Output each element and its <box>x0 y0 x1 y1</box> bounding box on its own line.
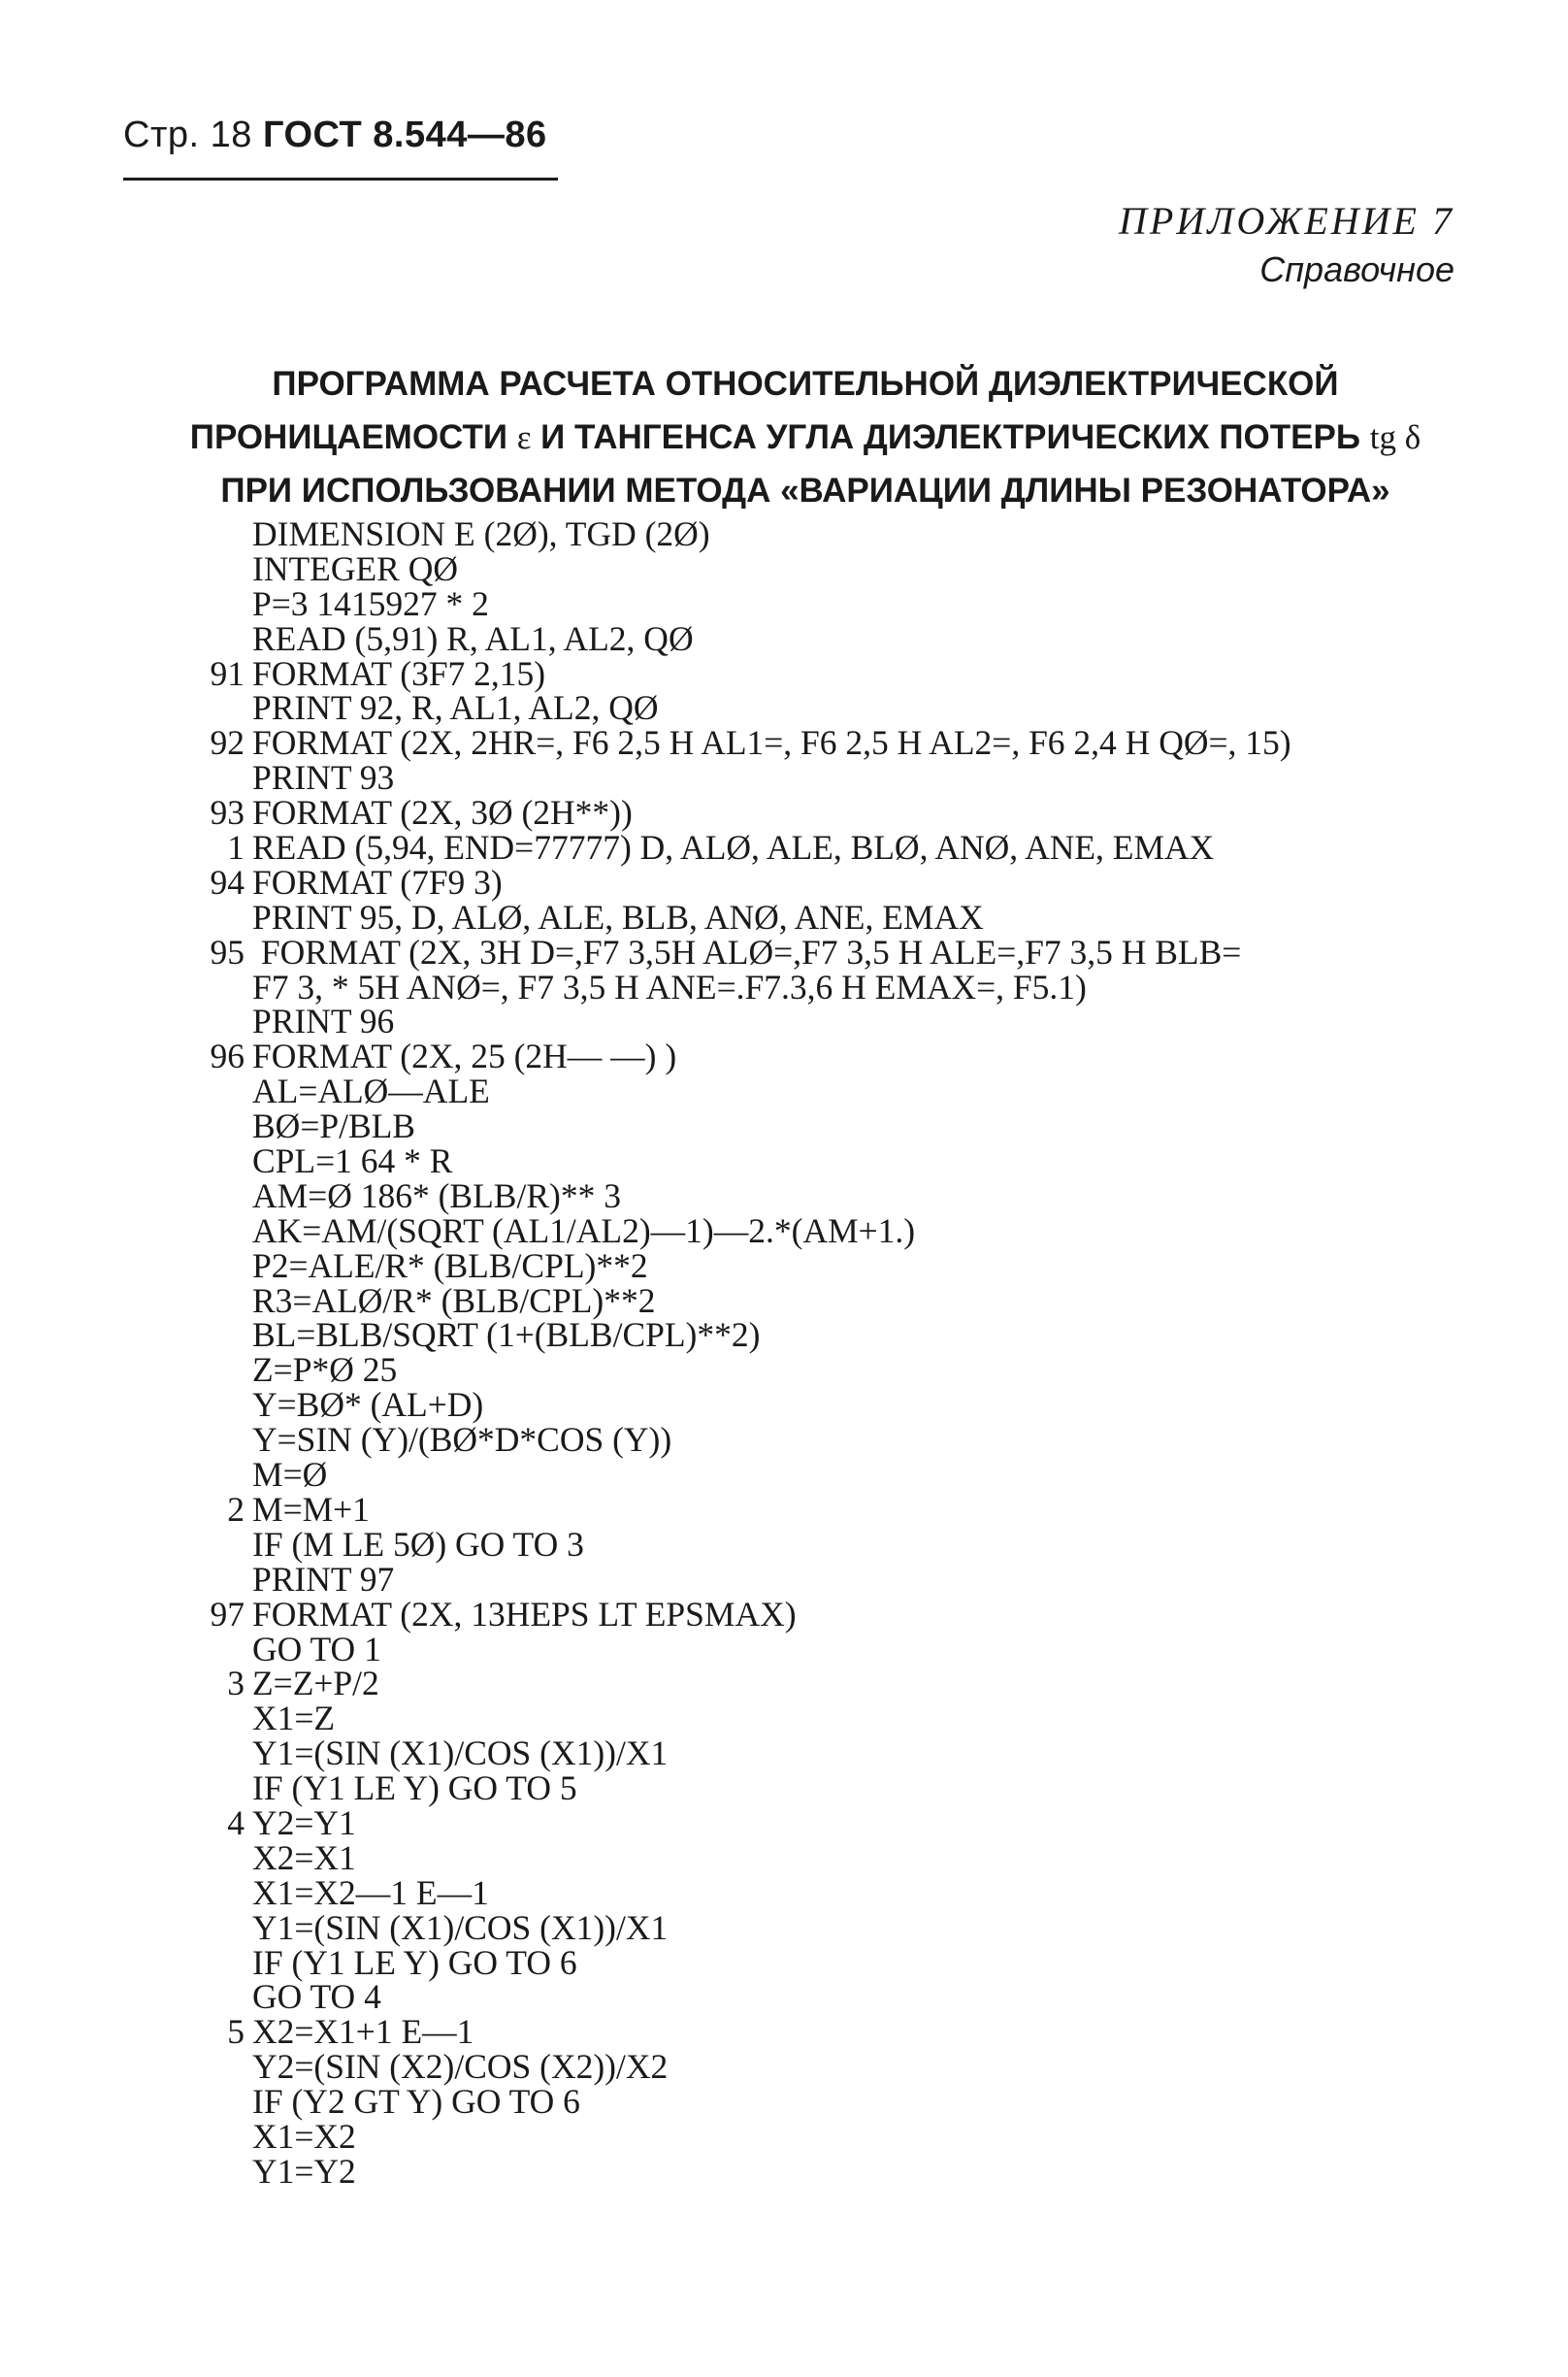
line-label <box>175 1284 245 1319</box>
line-text: X2=X1 <box>252 1837 356 1877</box>
line-text: F7 3, * 5H ANØ=, F7 3,5 H ANE=.F7.3,6 H EMAX=, F5.1) <box>252 967 1087 1007</box>
code-line <box>175 1907 1533 1947</box>
code-line <box>175 548 1533 588</box>
code-line <box>175 1280 1533 1320</box>
line-text: GO TO 1 <box>252 1629 381 1668</box>
code-line <box>175 1037 1533 1076</box>
code-line <box>175 618 1533 658</box>
code-line <box>175 1837 1533 1877</box>
line-label: 5 <box>227 2012 245 2052</box>
line-label: 91 <box>210 653 245 693</box>
appendix-block <box>1119 196 1454 293</box>
line-label <box>175 2120 245 2155</box>
line-text: M=M+1 <box>252 1489 370 1529</box>
tg-delta-symbol: tg δ <box>1369 418 1421 456</box>
line-text: READ (5,94, END=77777) D, ALØ, ALE, BLØ, ANØ, ANE, EMAX <box>252 828 1215 868</box>
code-line <box>175 1245 1533 1285</box>
line-label: 3 <box>227 1664 245 1703</box>
line-text: Y1=(SIN (X1)/COS (X1))/X1 <box>252 1733 669 1773</box>
line-label <box>175 1701 245 1736</box>
code-line <box>175 1141 1533 1181</box>
line-text: PRINT 92, R, AL1, AL2, QØ <box>252 688 659 728</box>
code-line <box>175 1350 1533 1390</box>
code-line <box>175 1768 1533 1808</box>
line-label <box>175 1528 245 1563</box>
code-line <box>175 583 1533 623</box>
line-label: 92 <box>210 723 245 763</box>
line-label <box>175 1109 245 1144</box>
code-line <box>175 1489 1533 1529</box>
line-text: FORMAT (7F9 3) <box>252 862 503 902</box>
line-label <box>175 1179 245 1214</box>
line-label <box>175 1771 245 1806</box>
line-text: FORMAT (2X, 3Ø (2H**)) <box>252 793 633 833</box>
line-text: Y=BØ* (AL+D) <box>252 1385 484 1425</box>
line-text: P2=ALE/R* (BLB/CPL)**2 <box>252 1245 648 1285</box>
line-label <box>175 552 245 587</box>
line-text: Y2=(SIN (X2)/COS (X2))/X2 <box>252 2047 669 2087</box>
code-line <box>175 1559 1533 1599</box>
line-text: BL=BLB/SQRT (1+(BLB/CPL)**2) <box>252 1315 761 1355</box>
line-label <box>175 1074 245 1109</box>
code-line <box>175 1977 1533 2017</box>
line-text: PRINT 97 <box>252 1559 395 1599</box>
line-text: X1=X2 <box>252 2116 356 2156</box>
code-line <box>175 1385 1533 1425</box>
line-label <box>175 1876 245 1911</box>
line-label: 1 <box>227 828 245 868</box>
code-line <box>175 1872 1533 1912</box>
code-line <box>175 1802 1533 1842</box>
line-text: Y2=Y1 <box>252 1802 356 1842</box>
line-label <box>175 971 245 1006</box>
line-label: 4 <box>227 1802 245 1842</box>
line-label <box>175 2155 245 2190</box>
line-text: Y1=(SIN (X1)/COS (X1))/X1 <box>252 1907 669 1947</box>
line-label <box>175 1423 245 1458</box>
page-header <box>123 115 547 156</box>
line-label <box>175 1005 245 1040</box>
line-label <box>175 622 245 657</box>
line-text: BØ=P/BLB <box>252 1106 415 1146</box>
code-line <box>175 967 1533 1007</box>
line-text: FORMAT (2X, 2HR=, F6 2,5 H AL1=, F6 2,5 H AL2=, F6 2,4 H QØ=, 15) <box>252 723 1291 763</box>
code-line <box>175 2116 1533 2156</box>
code-line <box>175 2047 1533 2087</box>
line-label: 2 <box>227 1489 245 1529</box>
code-line <box>175 1594 1533 1634</box>
code-line <box>175 1210 1533 1250</box>
code-line <box>175 2151 1533 2191</box>
line-text: IF (Y1 LE Y) GO TO 5 <box>252 1768 577 1808</box>
line-text: IF (Y2 GT Y) GO TO 6 <box>252 2082 580 2122</box>
line-label: 95 <box>210 932 245 972</box>
code-line <box>175 1074 1533 1109</box>
line-label: 93 <box>210 793 245 833</box>
code-line <box>175 1106 1533 1146</box>
gost-number: ГОСТ 8.544—86 <box>262 115 547 155</box>
code-line <box>175 1733 1533 1773</box>
line-text: Z=Z+P/2 <box>252 1664 379 1703</box>
epsilon-symbol: ε <box>516 418 532 456</box>
code-line <box>175 2012 1533 2052</box>
page-label: Стр. 18 <box>123 115 252 155</box>
line-label <box>175 1563 245 1598</box>
title-line-2-b: И ТАНГЕНСА УГЛА ДИЭЛЕКТРИЧЕСКИХ ПОТЕРЬ <box>540 418 1361 456</box>
line-text: P=3 1415927 * 2 <box>252 583 489 623</box>
line-label <box>175 1388 245 1423</box>
code-line <box>175 514 1533 553</box>
line-text: M=Ø <box>252 1455 328 1495</box>
line-text: Y1=Y2 <box>252 2151 356 2191</box>
program-listing <box>175 514 1533 2191</box>
line-label <box>175 1946 245 1981</box>
line-text: PRINT 96 <box>252 1002 395 1041</box>
line-label <box>175 517 245 552</box>
line-label <box>175 1911 245 1946</box>
document-title <box>136 357 1475 517</box>
code-line <box>175 1524 1533 1564</box>
line-text: FORMAT (2X, 25 (2H— —) ) <box>252 1037 677 1076</box>
line-text: READ (5,91) R, AL1, AL2, QØ <box>252 618 694 658</box>
line-label: 97 <box>210 1594 245 1634</box>
line-text: PRINT 95, D, ALØ, ALE, BLB, ANØ, ANE, EMAX <box>252 897 984 937</box>
line-text: FORMAT (2X, 13HEPS LT EPSMAX) <box>252 1594 797 1634</box>
code-line <box>175 862 1533 902</box>
line-text: CPL=1 64 * R <box>252 1141 453 1181</box>
line-label <box>175 1249 245 1284</box>
line-label <box>175 1980 245 2015</box>
title-line-2-a: ПРОНИЦАЕМОСТИ <box>189 418 507 456</box>
line-text: INTEGER QØ <box>252 548 458 588</box>
code-line <box>175 1175 1533 1215</box>
code-line <box>175 723 1533 763</box>
code-line <box>175 1315 1533 1355</box>
code-line <box>175 1002 1533 1041</box>
code-line <box>175 828 1533 868</box>
line-text: Y=SIN (Y)/(BØ*D*COS (Y)) <box>252 1420 672 1460</box>
line-text: AK=AM/(SQRT (AL1/AL2)—1)—2.*(AM+1.) <box>252 1210 916 1250</box>
code-line <box>175 688 1533 728</box>
code-line <box>175 2082 1533 2122</box>
code-line <box>175 653 1533 693</box>
line-text: FORMAT (3F7 2,15) <box>252 653 546 693</box>
line-label <box>175 1214 245 1249</box>
line-text: Z=P*Ø 25 <box>252 1350 398 1390</box>
code-line <box>175 1629 1533 1668</box>
line-label <box>175 1633 245 1667</box>
line-text: IF (M LE 5Ø) GO TO 3 <box>252 1524 584 1564</box>
header-rule <box>123 178 558 181</box>
code-line <box>175 793 1533 833</box>
appendix-subtitle: Справочное <box>1259 249 1454 289</box>
line-label <box>175 2050 245 2085</box>
line-label <box>175 587 245 622</box>
line-label <box>175 1144 245 1179</box>
line-text: AM=Ø 186* (BLB/R)** 3 <box>252 1175 621 1215</box>
line-label <box>175 691 245 726</box>
line-text: X2=X1+1 E—1 <box>252 2012 474 2052</box>
code-line <box>175 897 1533 937</box>
line-label <box>175 901 245 936</box>
appendix-title: ПРИЛОЖЕНИЕ 7 <box>1119 199 1454 243</box>
line-label <box>175 1841 245 1876</box>
line-label <box>175 1318 245 1353</box>
line-text: DIMENSION E (2Ø), TGD (2Ø) <box>252 514 710 553</box>
code-line <box>175 1942 1533 1982</box>
code-line <box>175 932 1533 972</box>
line-text: FORMAT (2X, 3H D=,F7 3,5H ALØ=,F7 3,5 H ALE=,F7 3,5 H BLB= <box>252 932 1242 972</box>
line-text: IF (Y1 LE Y) GO TO 6 <box>252 1942 577 1982</box>
line-label <box>175 1353 245 1388</box>
line-label: 96 <box>210 1037 245 1076</box>
line-label <box>175 1458 245 1493</box>
line-label <box>175 2085 245 2120</box>
code-line <box>175 1701 1533 1736</box>
title-line-2 <box>136 411 1475 464</box>
code-line <box>175 1420 1533 1460</box>
line-label <box>175 761 245 796</box>
title-line-1: ПРОГРАММА РАСЧЕТА ОТНОСИТЕЛЬНОЙ ДИЭЛЕКТРИЧЕСКОЙ <box>272 365 1339 403</box>
title-line-3: ПРИ ИСПОЛЬЗОВАНИИ МЕТОДА «ВАРИАЦИИ ДЛИНЫ РЕЗОНАТОРА» <box>220 472 1390 510</box>
line-text: GO TO 4 <box>252 1977 381 2017</box>
line-text: X1=X2—1 E—1 <box>252 1872 489 1912</box>
line-text: R3=ALØ/R* (BLB/CPL)**2 <box>252 1280 656 1320</box>
code-line <box>175 1664 1533 1703</box>
line-text: X1=Z <box>252 1699 336 1738</box>
code-line <box>175 758 1533 798</box>
code-line <box>175 1455 1533 1495</box>
line-text: AL=ALØ—ALE <box>252 1072 490 1111</box>
line-label <box>175 1736 245 1771</box>
line-text: PRINT 93 <box>252 758 395 798</box>
line-label: 94 <box>210 862 245 902</box>
